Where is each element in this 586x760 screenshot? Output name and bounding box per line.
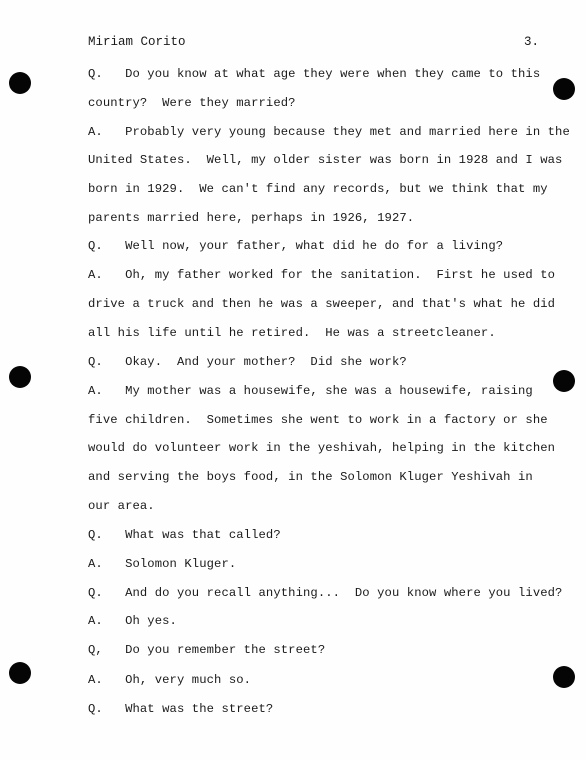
transcript-line: Q. What was the street? [88, 702, 274, 716]
transcript-line: Q. And do you recall anything... Do you know where you lived? [88, 586, 563, 600]
transcript-line: A. Solomon Kluger. [88, 557, 237, 571]
transcript-line: country? Were they married? [88, 96, 296, 110]
transcript-line: and serving the boys food, in the Solomon Kluger Yeshivah in [88, 470, 533, 484]
transcript-line: Q. Do you know at what age they were when they came to this [88, 67, 541, 81]
header-name: Miriam Corito [88, 35, 186, 49]
transcript-line: our area. [88, 499, 155, 513]
page-number: 3. [524, 35, 540, 49]
transcript-line: would do volunteer work in the yeshivah, helping in the kitchen [88, 441, 556, 455]
transcript-line: A. Oh, very much so. [88, 673, 252, 687]
punch-hole [9, 366, 31, 388]
transcript-line: Q, Do you remember the street? [88, 643, 326, 657]
transcript-line: parents married here, perhaps in 1926, 1927. [88, 211, 415, 225]
transcript-line: A. My mother was a housewife, she was a housewife, raising [88, 384, 533, 398]
transcript-line: A. Probably very young because they met and married here in the [88, 125, 570, 139]
transcript-line: Q. What was that called? [88, 528, 281, 542]
transcript-line: United States. Well, my older sister was born in 1928 and I was [88, 153, 563, 167]
transcript-line: A. Oh, my father worked for the sanitation. First he used to [88, 268, 556, 282]
transcript-line: born in 1929. We can't find any records, but we think that my [88, 182, 548, 196]
punch-hole [553, 78, 575, 100]
transcript-line: A. Oh yes. [88, 614, 177, 628]
transcript-line: Q. Well now, your father, what did he do for a living? [88, 239, 504, 253]
transcript-line: all his life until he retired. He was a streetcleaner. [88, 326, 496, 340]
transcript-line: five children. Sometimes she went to work in a factory or she [88, 413, 548, 427]
punch-hole [9, 662, 31, 684]
transcript-line: Q. Okay. And your mother? Did she work? [88, 355, 407, 369]
punch-hole [9, 72, 31, 94]
punch-hole [553, 666, 575, 688]
punch-hole [553, 370, 575, 392]
transcript-line: drive a truck and then he was a sweeper, and that's what he did [88, 297, 556, 311]
